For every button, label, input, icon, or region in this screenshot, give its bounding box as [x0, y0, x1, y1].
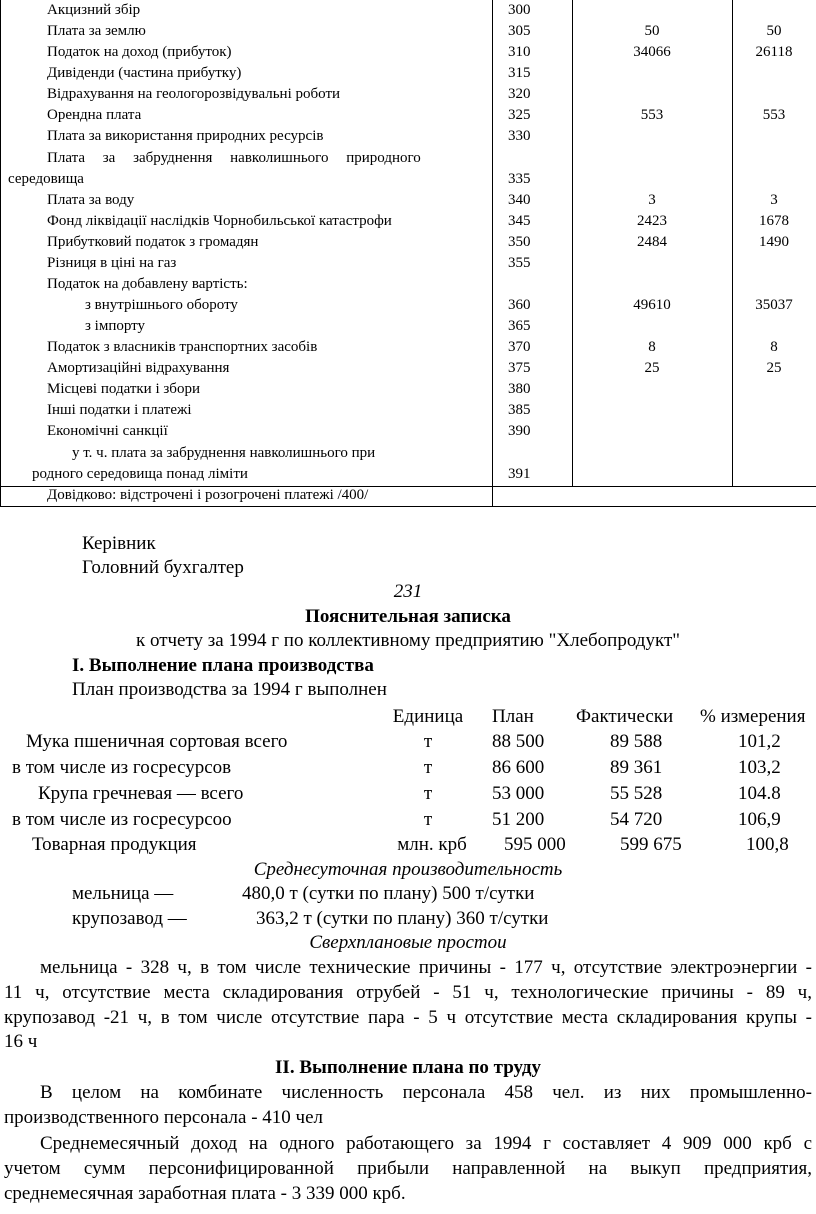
product-fact: 89 361 [610, 757, 663, 778]
row-code: 305 [508, 23, 531, 39]
production-header-row [0, 705, 816, 729]
row-name: Плата за землю [47, 23, 146, 39]
table-row [0, 464, 816, 485]
row-value-1: 50 [644, 23, 660, 39]
daily-groats-value: 363,2 т (сутки по плану) 360 т/сутки [256, 908, 549, 929]
row-value-1: 2423 [637, 213, 667, 229]
product-unit: млн. крб [397, 834, 467, 855]
header-percent: % измерения [700, 706, 806, 727]
table-row [0, 232, 816, 253]
row-name: з внутрішнього обороту [85, 297, 238, 313]
page-number: 231 [393, 581, 423, 602]
row-name: Податок з власників транспортних засобів [47, 339, 318, 355]
product-plan: 88 500 [492, 731, 545, 752]
row-value-1: 3 [648, 192, 656, 208]
daily-mill-value: 480,0 т (сутки по плану) 500 т/сутки [242, 883, 535, 904]
table-row [0, 63, 816, 84]
labor-line: В целом на комбинате численность персонала 458 чел. из них промышленно- [40, 1082, 812, 1103]
header-plan: План [492, 706, 534, 727]
row-code: 310 [508, 44, 531, 60]
row-code: 335 [508, 171, 531, 187]
row-name: Акцизний збір [47, 2, 141, 18]
signature-accountant: Головний бухгалтер [82, 557, 244, 578]
row-name: Відрахування на геологорозвідувальні роботи [47, 86, 341, 102]
row-value-1: 2484 [637, 234, 667, 250]
row-value-2: 50 [766, 23, 782, 39]
row-code: 350 [508, 234, 531, 250]
row-name: Орендна плата [47, 107, 142, 123]
table-row [0, 84, 816, 105]
table-row [0, 169, 816, 190]
row-value-1: 34066 [633, 44, 671, 60]
daily-mill-label: мельница — [72, 883, 174, 904]
daily-groats-label: крупозавод — [72, 908, 187, 929]
product-name: Мука пшеничная сортовая всего [26, 731, 288, 752]
production-row [0, 833, 816, 857]
row-name: родного середовища понад ліміти [32, 466, 248, 482]
income-line: учетом сумм персонифицированной прибыли направленной на выкуп предприятия, [4, 1158, 812, 1179]
row-code: 380 [508, 381, 531, 397]
product-percent: 101,2 [738, 731, 781, 752]
product-unit: т [423, 731, 433, 752]
section-heading-labor: II. Выполнение плана по труду [275, 1057, 541, 1078]
product-name: Крупа гречневая — всего [38, 783, 244, 804]
row-value-2: 26118 [755, 44, 793, 60]
product-plan: 53 000 [492, 783, 545, 804]
row-value-2: 35037 [755, 297, 793, 313]
production-row [0, 808, 816, 832]
row-value-1: 553 [640, 107, 664, 123]
daily-productivity-heading: Среднесуточная производительность [253, 859, 563, 880]
table-border-bottom [0, 506, 816, 507]
row-name: Плата за використання природних ресурсів [47, 128, 324, 144]
row-value-2: 1678 [759, 213, 789, 229]
product-unit: т [423, 809, 433, 830]
production-row [0, 730, 816, 754]
row-name: Фонд ліквідації наслідків Чорнобильської катастрофи [47, 213, 392, 229]
table-row [0, 379, 816, 400]
row-code: 360 [508, 297, 531, 313]
row-name: Дивіденди (частина прибутку) [47, 65, 242, 81]
header-fact: Фактически [576, 706, 674, 727]
downtime-line: 11 ч, отсутствие места складирования отрубей - 51 ч, технологические причины - 89 ч, [4, 982, 812, 1003]
production-row [0, 782, 816, 806]
product-plan: 595 000 [504, 834, 566, 855]
row-name: Місцеві податки і збори [47, 381, 200, 397]
downtime-line: мельница - 328 ч, в том числе технические причины - 177 ч, отсутствие электроэнергии - [40, 957, 812, 978]
header-unit: Единица [392, 706, 464, 727]
tax-table [0, 0, 816, 506]
row-name: у т. ч. плата за забруднення навколишнього при [72, 445, 376, 461]
row-code: 345 [508, 213, 531, 229]
row-code: 370 [508, 339, 531, 355]
product-percent: 100,8 [746, 834, 789, 855]
downtime-heading: Сверхплановые простои [309, 932, 507, 953]
row-code: 375 [508, 360, 531, 376]
product-unit: т [423, 783, 433, 804]
table-row [0, 337, 816, 358]
section-heading-production: I. Выполнение плана производства [72, 655, 374, 676]
row-value-2: 25 [766, 360, 782, 376]
table-row [0, 211, 816, 232]
table-row [0, 190, 816, 211]
row-name: Податок на доход (прибуток) [47, 44, 232, 60]
product-percent: 104.8 [738, 783, 781, 804]
table-row [0, 42, 816, 63]
table-row [0, 295, 816, 316]
row-name: Амортизаційні відрахування [47, 360, 230, 376]
product-unit: т [423, 757, 433, 778]
plan-line: План производства за 1994 г выполнен [72, 679, 387, 700]
table-row [0, 316, 816, 337]
row-value-2: 8 [770, 339, 778, 355]
row-name: Економічні санкції [47, 423, 168, 439]
product-name: в том числе из госресурсоо [12, 809, 232, 830]
row-code: 355 [508, 255, 531, 271]
memo-subtitle: к отчету за 1994 г по коллективному предприятию "Хлебопродукт" [135, 630, 681, 651]
row-code: 365 [508, 318, 531, 334]
product-percent: 106,9 [738, 809, 781, 830]
row-code: 340 [508, 192, 531, 208]
row-name: Плата за воду [47, 192, 135, 208]
income-line: среднемесячная заработная плата - 3 339 000 крб. [4, 1183, 406, 1204]
table-row [0, 148, 816, 169]
row-value-1: 49610 [633, 297, 671, 313]
row-value-1: 8 [648, 339, 656, 355]
product-percent: 103,2 [738, 757, 781, 778]
production-row [0, 756, 816, 780]
table-row [0, 400, 816, 421]
product-fact: 55 528 [610, 783, 663, 804]
table-row [0, 253, 816, 274]
row-value-2: 1490 [759, 234, 789, 250]
downtime-line: крупозавод -21 ч, в том числе отсутствие пара - 5 ч отсутствие места складирования крупы - [4, 1007, 812, 1028]
table-row [0, 485, 816, 506]
product-plan: 51 200 [492, 809, 545, 830]
product-fact: 54 720 [610, 809, 663, 830]
product-fact: 89 588 [610, 731, 663, 752]
memo-title: Пояснительная записка [305, 606, 511, 627]
income-line: Среднемесячный доход на одного работающего за 1994 г составляет 4 909 000 крб с [40, 1133, 812, 1154]
signature-head: Керівник [82, 533, 156, 554]
row-value-2: 3 [770, 192, 778, 208]
table-row [0, 358, 816, 379]
row-code: 325 [508, 107, 531, 123]
product-fact: 599 675 [620, 834, 682, 855]
row-code: 391 [508, 466, 531, 482]
row-name: Різниця в ціні на газ [47, 255, 177, 271]
row-code: 315 [508, 65, 531, 81]
product-name: Товарная продукция [32, 834, 197, 855]
table-row [0, 274, 816, 295]
table-row [0, 443, 816, 464]
product-plan: 86 600 [492, 757, 545, 778]
row-name: Плата за забруднення навколишнього природного [47, 150, 421, 166]
table-row [0, 126, 816, 147]
row-name: з імпорту [85, 318, 146, 334]
downtime-line: 16 ч [4, 1031, 38, 1052]
labor-line: производственного персонала - 410 чел [4, 1107, 324, 1128]
table-row [0, 21, 816, 42]
row-code: 330 [508, 128, 531, 144]
row-name: Інші податки і платежі [47, 402, 192, 418]
row-name: Прибутковий податок з громадян [47, 234, 259, 250]
row-value-1: 25 [644, 360, 660, 376]
table-row [0, 105, 816, 126]
row-value-2: 553 [762, 107, 786, 123]
row-name: Податок на добавлену вартість: [47, 276, 248, 292]
table-row [0, 421, 816, 442]
product-name: в том числе из госресурсов [12, 757, 232, 778]
table-row [0, 0, 816, 21]
row-name: Довідково: відстрочені і розогрочені платежі /400/ [47, 487, 369, 503]
row-code: 300 [508, 2, 531, 18]
row-code: 390 [508, 423, 531, 439]
row-code: 385 [508, 402, 531, 418]
row-name: середовища [8, 171, 84, 187]
row-code: 320 [508, 86, 531, 102]
